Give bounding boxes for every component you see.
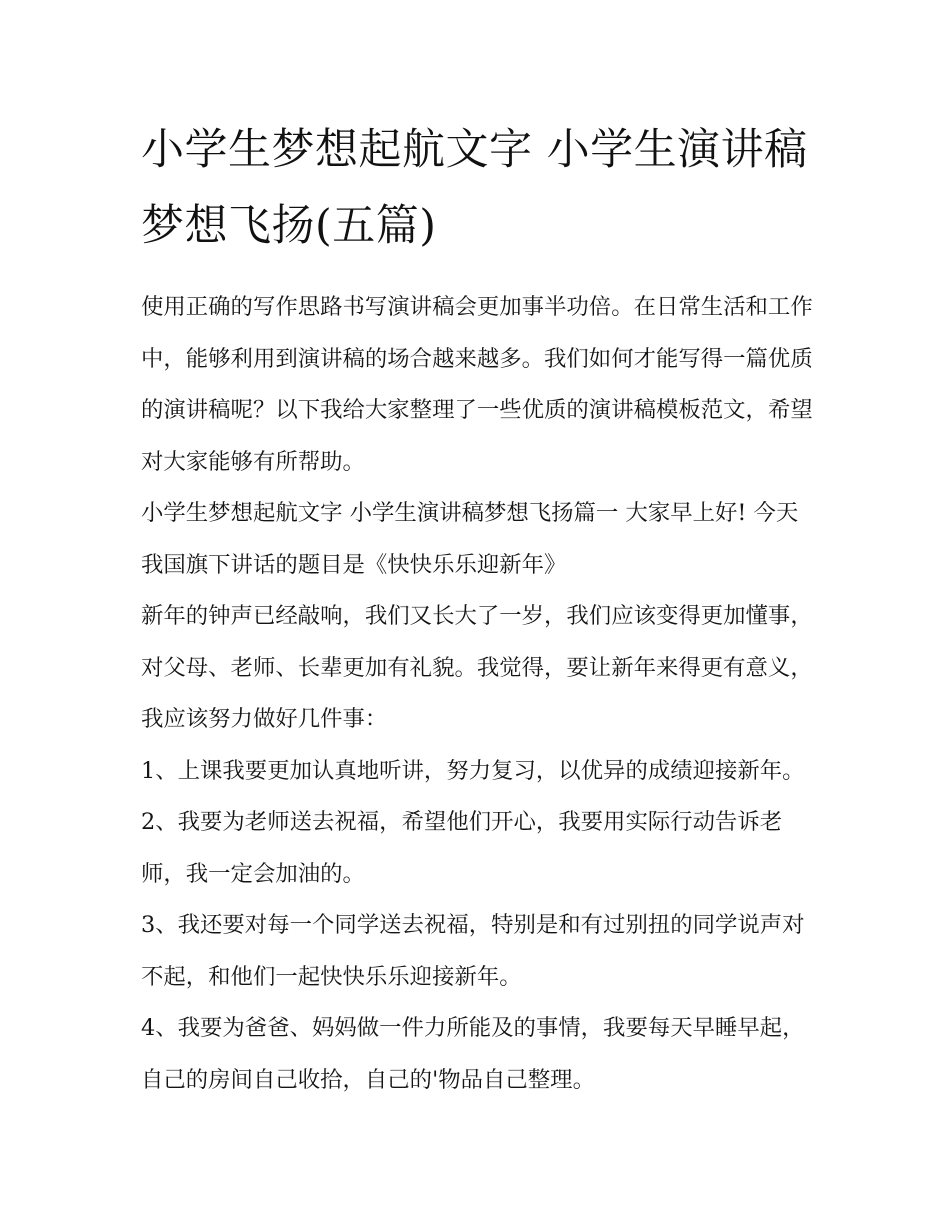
speech-heading-paragraph: 小学生梦想起航文字 小学生演讲稿梦想飞扬篇一 大家早上好! 今天我国旗下讲话的题目是《快快乐乐迎新年》 (141, 500, 799, 578)
document-content (141, 112, 813, 1106)
intro-paragraph: 使用正确的写作思路书写演讲稿会更加事半功倍。在日常生活和工作中，能够利用到演讲稿的场合越来越多。我们如何才能写得一篇优质的演讲稿呢？以下我给大家整理了一些优质的演讲稿模板范文，希望对大家能够有所帮助。 (141, 294, 813, 475)
list-item-1-2: 1、上课我要更加认真地听讲，努力复习，以优异的成绩迎接新年。 2、我要为老师送去祝福，希望他们开心，我要用实际行动告诉老师，我一定会加油的。 (141, 757, 805, 887)
document-body (141, 282, 813, 1106)
list-item-4: 4、我要为爸爸、妈妈做一件力所能及的事情，我要每天早睡早起，自己的房间自己收拾，自己的'物品自己整理。 (141, 1015, 805, 1093)
new-year-paragraph: 新年的钟声已经敲响，我们又长大了一岁，我们应该变得更加懂事，对父母、老师、长辈更加有礼貌。我觉得，要让新年来得更有意义，我应该努力做好几件事： (141, 603, 813, 732)
document-title: 小学生梦想起航文字 小学生演讲稿梦想飞扬(五篇) (141, 125, 808, 251)
list-item-3: 3、我还要对每一个同学送去祝福，特别是和有过别扭的同学说声对不起，和他们一起快快乐乐迎接新年。 (141, 912, 805, 990)
